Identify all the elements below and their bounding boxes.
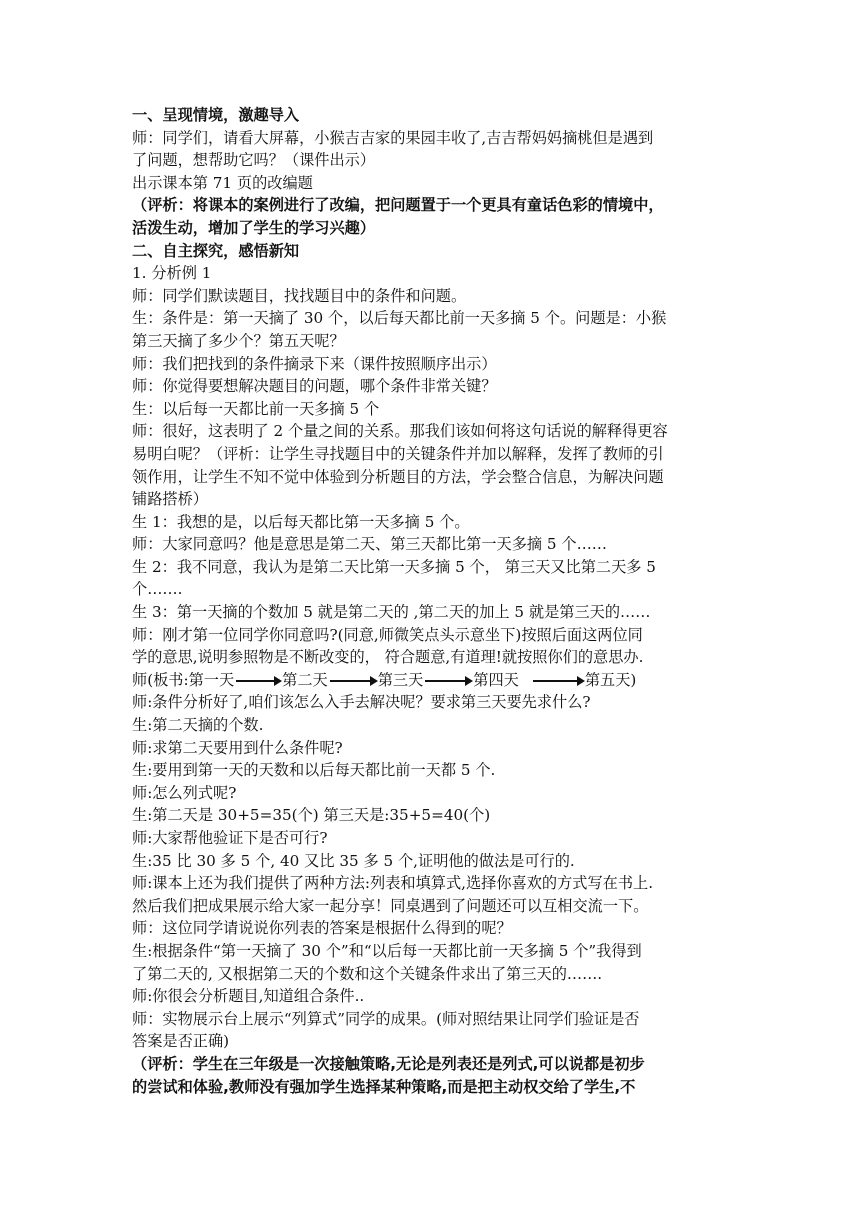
text-line: 生：条件是：第一天摘了 30 个，以后每天都比前一天多摘 5 个。问题是：小猴 [132, 309, 667, 328]
text-line: 铺路搭桥） [132, 490, 208, 509]
arrow-icon [330, 680, 376, 682]
bold-text-line: 的尝试和体验,教师没有强加学生选择某种策略,而是把主动权交给了学生,不 [132, 1077, 636, 1096]
text-line: 1. 分析例 1 [132, 264, 212, 283]
text-line: 师:求第二天要用到什么条件呢? [132, 738, 343, 757]
text-block-upper [132, 104, 732, 669]
bold-text-line: 一、呈现情境，激趣导入 [132, 106, 300, 124]
arrow-icon [425, 680, 471, 682]
text-line: 生：以后每一天都比前一天多摘 5 个 [132, 399, 380, 418]
text-line: 答案是否正确) [132, 1032, 230, 1051]
text-line: 师：大家同意吗？他是意思是第二天、第三天都比第一天多摘 5 个…… [132, 535, 607, 554]
arrow-icon [533, 680, 583, 682]
text-line: 师:条件分析好了,咱们该怎么入手去解决呢？要求第三天要先求什么? [132, 693, 591, 712]
text-line: 师:你很会分析题目,知道组合条件.. [132, 987, 365, 1006]
text-line: 出示课本第 71 页的改编题 [132, 173, 313, 192]
text-line: 生:要用到第一天的天数和以后每天都比前一天都 5 个. [132, 761, 496, 780]
text-line: 生:第二天摘的个数. [132, 716, 264, 735]
text-line: 师:怎么列式呢? [132, 783, 237, 802]
bold-text-line: （评析：学生在三年级是一次接触策略,无论是列表还是列式,可以说都是初步 [132, 1054, 645, 1073]
text-line: 生 3：第一天摘的个数加 5 就是第二天的 ,第二天的加上 5 就是第三天的…… [132, 603, 651, 622]
text-line: 生 1：我想的是，以后每天都比第一天多摘 5 个。 [132, 512, 470, 531]
board-day3: 第三天 [377, 670, 424, 689]
text-line: 师：这位同学请说说你列表的答案是根据什么得到的呢？ [132, 919, 512, 938]
text-line: 了第二天的, 又根据第二天的个数和这个关键条件求出了第三天的……. [132, 964, 603, 983]
text-line: 师：你觉得要想解决题目的问题，哪个条件非常关键？ [132, 377, 497, 396]
text-line: 易明白呢？（评析：让学生寻找题目中的关键条件并加以解释，发挥了教师的引 [132, 444, 664, 463]
text-line: 了问题，想帮助它吗？（课件出示） [132, 151, 375, 170]
text-line: 师：同学们默读题目，找找题目中的条件和问题。 [132, 286, 467, 305]
lesson-text [132, 104, 732, 1098]
text-line: 领作用，让学生不知不觉中体验到分析题目的方法，学会整合信息，为解决问题 [132, 467, 664, 486]
board-day2: 第二天 [282, 670, 328, 689]
board-day5: 第五天) [584, 670, 637, 689]
text-line: 师：实物展示台上展示“列算式”同学的成果。(师对照结果让同学们验证是否 [132, 1009, 640, 1028]
text-line: 生:35 比 30 多 5 个, 40 又比 35 多 5 个,证明他的做法是可行的. [132, 851, 575, 870]
text-line: 师：我们把找到的条件摘录下来（课件按照顺序出示） [132, 354, 497, 373]
board-prefix: 师(板书:第一天 [132, 670, 235, 689]
text-line: 然后我们把成果展示给大家一起分享！同桌遇到了问题还可以互相交流一下。 [132, 896, 649, 915]
text-line: 生 2：我不同意，我认为是第二天比第一天多摘 5 个， 第三天又比第二天多 5 [132, 557, 656, 576]
arrow-icon [236, 680, 280, 682]
bold-text-line: 二、自主探究，感悟新知 [132, 241, 300, 260]
board-day4: 第四天 [473, 670, 519, 689]
text-line: 师：很好，这表明了 2 个量之间的关系。那我们该如何将这句话说的解释得更容 [132, 422, 668, 441]
text-line: 师：同学们，请看大屏幕，小猴吉吉家的果园丰收了,吉吉帮妈妈摘桃但是遇到 [132, 128, 654, 147]
bold-text-line: （评析：将课本的案例进行了改编，把问题置于一个更具有童话色彩的情境中， [132, 196, 664, 215]
bold-text-line: 活泼生动，增加了学生的学习兴趣） [132, 218, 375, 237]
text-line: 生:第二天是 30+5=35(个) 第三天是:35+5=40(个) [132, 806, 491, 825]
text-line: 师:课本上还为我们提供了两种方法:列表和填算式,选择你喜欢的方式写在书上. [132, 874, 654, 893]
text-line: 学的意思,说明参照物是不断改变的， 符合题意,有道理!就按照你们的意思办. [132, 648, 644, 667]
text-block-lower [132, 691, 732, 1098]
text-line: 师：刚才第一位同学你同意吗?(同意,师微笑点头示意坐下)按照后面这两位同 [132, 625, 643, 644]
text-line: 师:大家帮他验证下是否可行? [132, 829, 328, 847]
text-line: 个……. [132, 580, 183, 599]
board-writing-line [132, 669, 732, 692]
text-line: 第三天摘了多少个？第五天呢？ [132, 331, 345, 350]
text-line: 生:根据条件“第一天摘了 30 个”和“以后每一天都比前一天多摘 5 个”我得到 [132, 941, 642, 960]
